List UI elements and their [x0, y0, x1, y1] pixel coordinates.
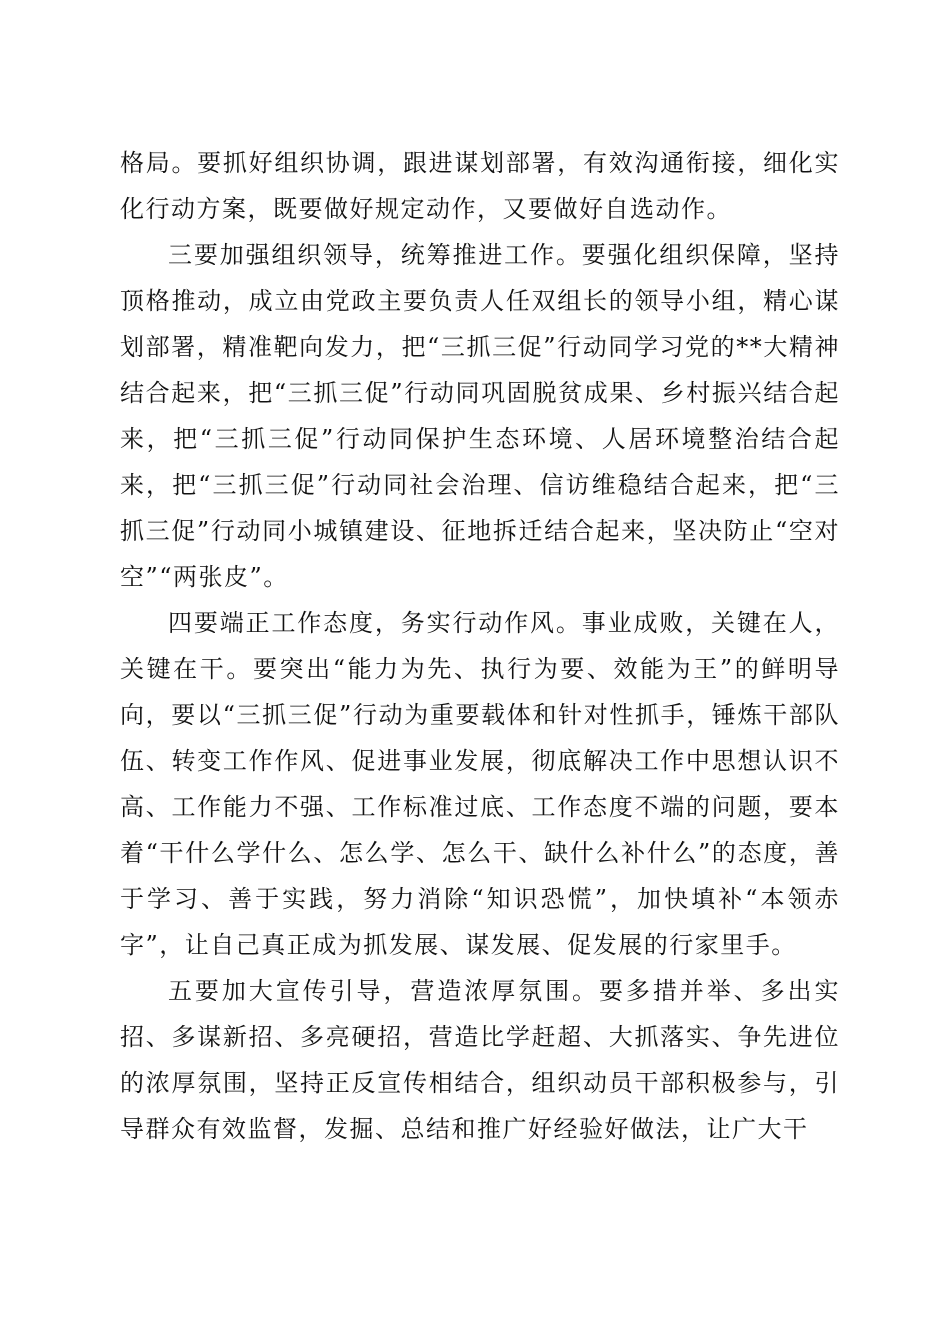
paragraph-four-attitude: 四要端正工作态度，务实行动作风。事业成败，关键在人，关键在干。要突出“能力为先、执行为要、效能为王”的鲜明导向，要以“三抓三促”行动为重要载体和针对性抓手，锤炼干部队伍、转变工作作风、促进事业发展，彻底解决工作中思想认识不高、工作能力不强、工作标准过底、工作态度不端的问题，要本着“干什么学什么、怎么学、怎么干、缺什么补什么”的态度，善于学习、善于实践，努力消除“知识恐慌”，加快填补“本领赤字”，让自己真正成为抓发展、谋发展、促发展的行家里手。: [120, 609, 840, 959]
document-body: [120, 140, 840, 1152]
paragraph-three-leadership: 三要加强组织领导，统筹推进工作。要强化组织保障，坚持顶格推动，成立由党政主要负责人任双组长的领导小组，精心谋划部署，精准靶向发力，把“三抓三促”行动同学习党的**大精神结合起来，把“三抓三促”行动同巩固脱贫成果、乡村振兴结合起来，把“三抓三促”行动同保护生态环境、人居环境整治结合起来，把“三抓三促”行动同社会治理、信访维稳结合起来，把“三抓三促”行动同小城镇建设、征地拆迁结合起来，坚决防止“空对空”“两张皮”。: [120, 241, 840, 591]
paragraph-five-publicity: 五要加大宣传引导，营造浓厚氛围。要多措并举、多出实招、多谋新招、多亮硬招，营造比学赶超、大抓落实、争先进位的浓厚氛围，坚持正反宣传相结合，组织动员干部积极参与，引导群众有效监督，发掘、总结和推广好经验好做法，让广大干: [120, 977, 840, 1143]
paragraph-continuation: 格局。要抓好组织协调，跟进谋划部署，有效沟通衔接，细化实化行动方案，既要做好规定动作，又要做好自选动作。: [120, 149, 840, 223]
